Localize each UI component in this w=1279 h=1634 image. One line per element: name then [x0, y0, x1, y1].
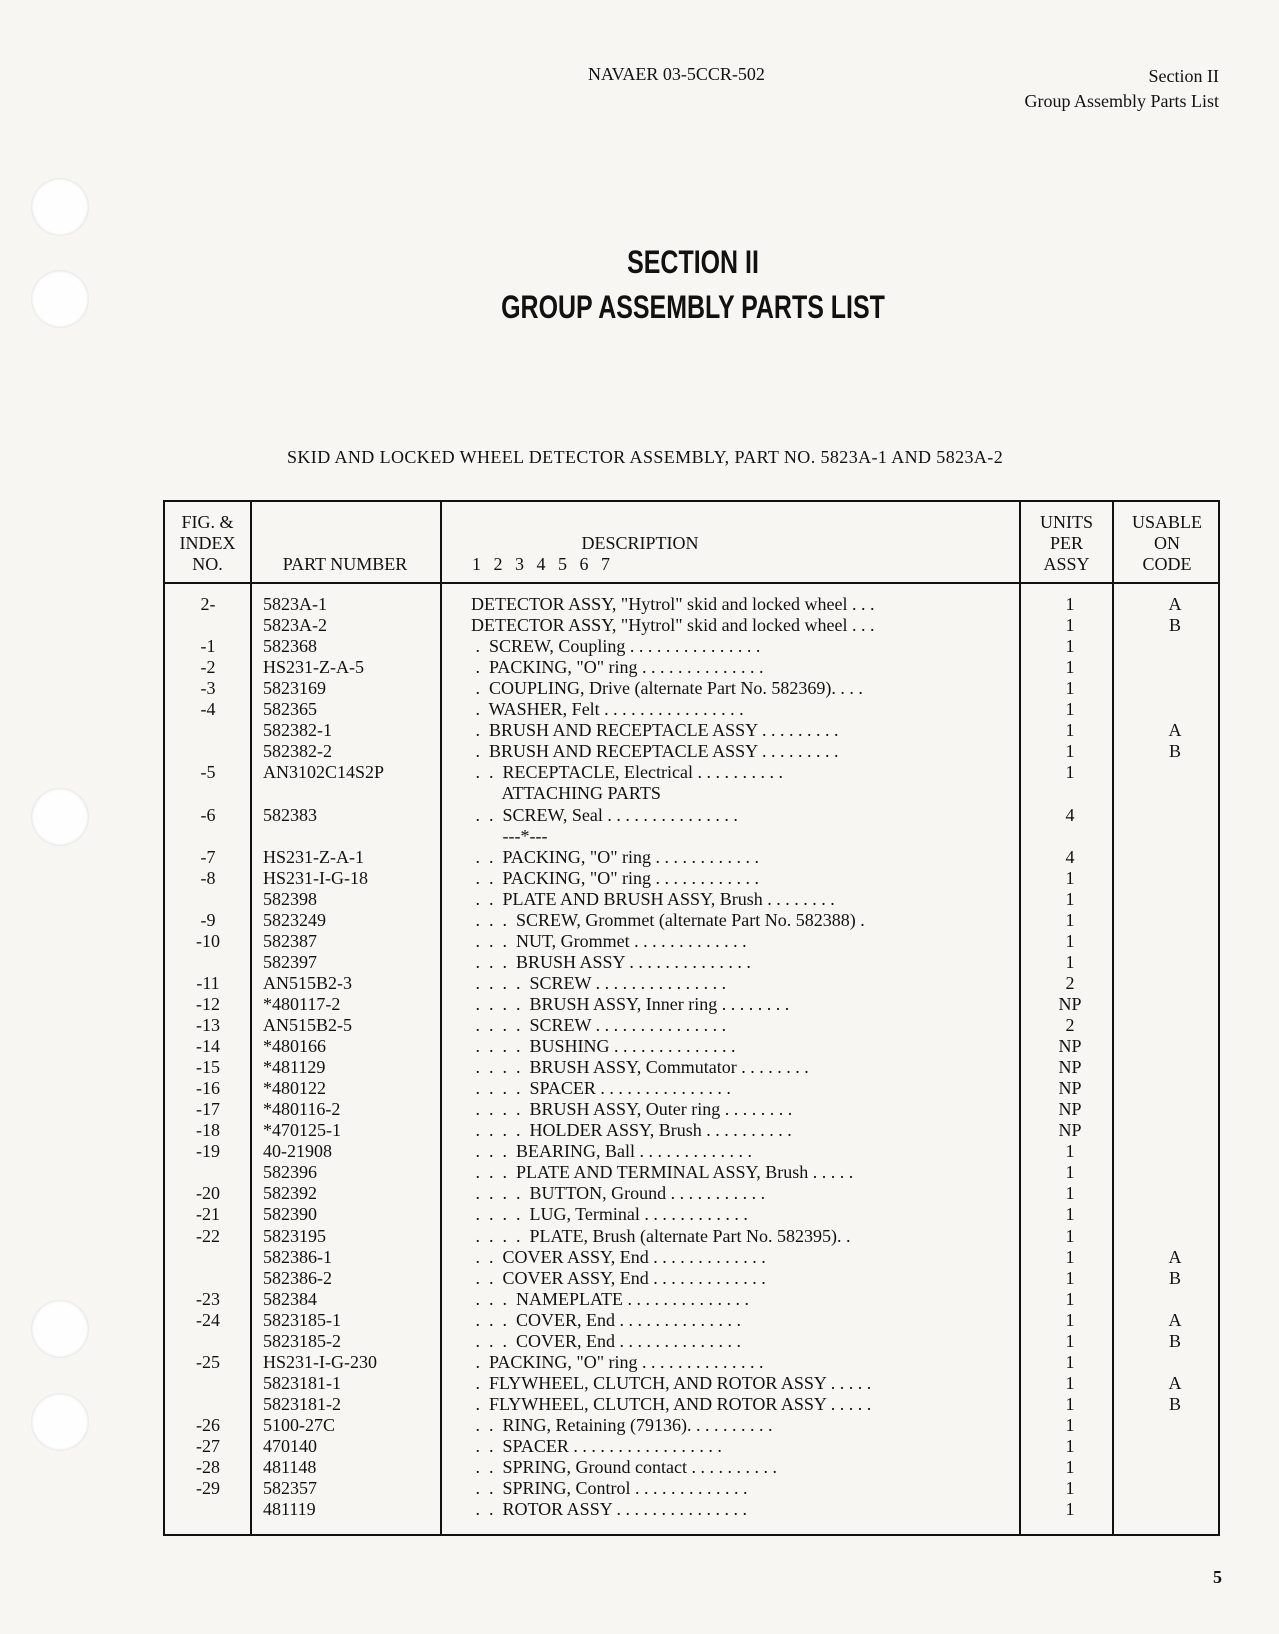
description-cell: . . SPACER . . . . . . . . . . . . . . . . .	[471, 1436, 722, 1456]
part-number-cell: HS231-I-G-18	[263, 867, 368, 888]
description-cell: . . ROTOR ASSY . . . . . . . . . . . . . . .	[471, 1499, 748, 1520]
usable-code-cell: B	[1168, 1330, 1181, 1351]
units-cell: 1	[1065, 1309, 1075, 1330]
description-cell: . . . BEARING, Ball . . . . . . . . . . . . .	[471, 1141, 752, 1162]
description-cell: DETECTOR ASSY, "Hytrol" skid and locked wheel . . .	[471, 594, 875, 614]
units-cell: 1	[1065, 1351, 1075, 1372]
units-cell: NP	[1058, 1120, 1082, 1141]
description-cell: . . . COVER, End . . . . . . . . . . . . . .	[471, 1309, 741, 1330]
index-cell: -18	[196, 1120, 220, 1141]
description-cell: . BRUSH AND RECEPTACLE ASSY . . . . . . . . .	[471, 720, 839, 741]
header-divider	[165, 582, 1218, 584]
table-row	[165, 1373, 1218, 1394]
part-number-cell: *480116-2	[263, 1099, 341, 1120]
table-row	[165, 678, 1218, 699]
part-number-cell: 5823181-1	[263, 1372, 341, 1393]
units-cell: 1	[1065, 762, 1075, 783]
units-cell: 2	[1065, 972, 1075, 993]
description-cell: . PACKING, "O" ring . . . . . . . . . . . . . .	[471, 1351, 764, 1372]
part-number-cell: AN515B2-5	[263, 1015, 352, 1035]
table-row	[165, 952, 1218, 973]
description-cell: . . . PLATE AND TERMINAL ASSY, Brush . . . . .	[471, 1162, 854, 1183]
units-cell: 1	[1065, 1204, 1075, 1225]
table-row	[165, 1499, 1218, 1520]
part-number-cell: *470125-1	[263, 1120, 341, 1141]
table-row	[165, 1394, 1218, 1415]
units-cell: 1	[1065, 1499, 1075, 1520]
part-number-cell: 481119	[263, 1499, 316, 1520]
part-number-cell: 5823181-2	[263, 1393, 341, 1414]
index-cell: -8	[200, 867, 216, 888]
units-cell: NP	[1058, 1057, 1082, 1078]
table-row	[165, 1457, 1218, 1478]
usable-code-cell: B	[1168, 615, 1181, 636]
part-number-cell: 582365	[263, 699, 317, 720]
units-cell: 4	[1065, 804, 1075, 825]
usable-code-cell: B	[1168, 741, 1181, 762]
usable-code-cell: A	[1168, 720, 1182, 741]
units-cell: 1	[1065, 594, 1075, 614]
index-cell: -1	[200, 636, 216, 657]
table-row	[165, 699, 1218, 720]
part-number-cell: 582384	[263, 1288, 317, 1309]
table-row	[165, 1099, 1218, 1120]
description-cell: . . PLATE AND BRUSH ASSY, Brush . . . . . . . .	[471, 888, 835, 909]
index-cell: -22	[196, 1225, 220, 1246]
index-cell: -21	[196, 1204, 220, 1225]
description-cell: DETECTOR ASSY, "Hytrol" skid and locked wheel . . .	[471, 615, 875, 636]
description-cell: . . . . BRUSH ASSY, Commutator . . . . . . . .	[471, 1057, 809, 1078]
header-usable-on-code: USABLE ON CODE	[1131, 512, 1202, 574]
part-number-cell: 582382-1	[263, 720, 332, 741]
description-cell: . . . NAMEPLATE . . . . . . . . . . . . . .	[471, 1288, 749, 1309]
part-number-cell: 582398	[263, 888, 317, 909]
table-row	[165, 910, 1218, 931]
part-number-cell: 582397	[263, 951, 317, 972]
units-cell: 1	[1065, 720, 1075, 741]
units-cell: 1	[1065, 741, 1075, 762]
part-number-cell: 5823169	[263, 678, 326, 699]
index-cell: -16	[196, 1078, 220, 1099]
part-number-cell: 582396	[263, 1162, 317, 1183]
description-cell: . . COVER ASSY, End . . . . . . . . . . . . .	[471, 1267, 766, 1288]
part-number-cell: 582386-1	[263, 1246, 332, 1267]
part-number-cell: AN515B2-3	[263, 972, 352, 993]
index-cell: -12	[196, 993, 220, 1014]
table-row	[165, 1436, 1218, 1457]
index-cell: -29	[196, 1478, 220, 1499]
description-cell: ---*---	[471, 825, 548, 846]
units-cell: 1	[1065, 930, 1075, 951]
units-cell: 1	[1065, 1141, 1075, 1162]
units-cell: NP	[1058, 1078, 1082, 1099]
table-row	[165, 931, 1218, 952]
units-cell: 1	[1065, 1393, 1075, 1414]
table-row	[165, 657, 1218, 678]
running-header	[1024, 64, 1219, 114]
usable-code-cell: A	[1168, 1246, 1182, 1267]
part-number-cell: AN3102C14S2P	[263, 762, 385, 783]
punch-hole	[31, 178, 89, 236]
part-number-cell: *480117-2	[263, 993, 341, 1014]
description-cell: . . . . BUTTON, Ground . . . . . . . . . . .	[471, 1183, 766, 1204]
table-row	[165, 1204, 1218, 1225]
part-number-cell: 40-21908	[263, 1141, 332, 1162]
index-cell: -7	[200, 846, 216, 867]
description-cell: . . . BRUSH ASSY . . . . . . . . . . . . . .	[471, 951, 751, 972]
index-cell: -26	[196, 1414, 220, 1435]
description-cell: . . SCREW, Seal . . . . . . . . . . . . . . .	[471, 804, 738, 825]
description-cell: . . PACKING, "O" ring . . . . . . . . . . . .	[471, 846, 760, 867]
part-number-cell: HS231-Z-A-1	[263, 846, 364, 867]
usable-code-cell: A	[1168, 1309, 1182, 1330]
part-number-cell: 5823A-2	[263, 615, 327, 636]
description-cell: ATTACHING PARTS	[471, 783, 661, 804]
units-cell: 1	[1065, 1457, 1075, 1478]
description-cell: . . . . LUG, Terminal . . . . . . . . . . . .	[471, 1204, 748, 1225]
index-cell: -20	[196, 1183, 220, 1204]
part-number-cell: 582390	[263, 1204, 317, 1225]
description-cell: . SCREW, Coupling . . . . . . . . . . . . . . .	[471, 636, 761, 657]
part-number-cell: 582382-2	[263, 741, 332, 762]
units-cell: 1	[1065, 1225, 1075, 1246]
units-cell: 1	[1065, 699, 1075, 720]
header-units-per-assy: UNITS PER ASSY	[1040, 512, 1093, 574]
index-cell: -5	[200, 762, 216, 783]
table-row	[165, 1247, 1218, 1268]
part-number-cell: 582387	[263, 930, 317, 951]
usable-code-cell: B	[1168, 1267, 1181, 1288]
description-cell: . . . SCREW, Grommet (alternate Part No. 582388) .	[471, 909, 865, 930]
part-number-cell: 582383	[263, 804, 317, 825]
description-cell: . . . NUT, Grommet . . . . . . . . . . . . .	[471, 930, 747, 951]
units-cell: 1	[1065, 636, 1075, 657]
description-cell: . . . . SCREW . . . . . . . . . . . . . . .	[471, 972, 727, 993]
part-number-cell: HS231-Z-A-5	[263, 657, 364, 678]
table-row	[165, 1268, 1218, 1289]
section-subtitle: Group Assembly Parts List	[1024, 91, 1219, 111]
table-row	[165, 1141, 1218, 1162]
units-cell: 2	[1065, 1015, 1075, 1035]
part-number-cell: 5100-27C	[263, 1414, 335, 1435]
title-line-1: SECTION II	[627, 244, 759, 280]
description-cell: . BRUSH AND RECEPTACLE ASSY . . . . . . . . .	[471, 741, 839, 762]
part-number-cell: HS231-I-G-230	[263, 1351, 377, 1372]
punch-hole	[31, 1393, 89, 1451]
units-cell: 1	[1065, 1436, 1075, 1456]
units-cell: 1	[1065, 867, 1075, 888]
parts-table	[163, 500, 1220, 1536]
units-cell: NP	[1058, 1036, 1082, 1057]
units-cell: 1	[1065, 1183, 1075, 1204]
index-cell: -14	[196, 1036, 220, 1057]
table-row	[165, 1120, 1218, 1141]
table-row	[165, 1015, 1218, 1036]
title-line-2: GROUP ASSEMBLY PARTS LIST	[501, 289, 885, 325]
table-row	[165, 1331, 1218, 1352]
units-cell: 1	[1065, 1267, 1075, 1288]
units-cell: 1	[1065, 678, 1075, 699]
units-cell: 1	[1065, 1330, 1075, 1351]
table-row	[165, 1226, 1218, 1247]
assembly-title: SKID AND LOCKED WHEEL DETECTOR ASSEMBLY, PART NO. 5823A-1 AND 5823A-2	[287, 447, 1004, 467]
header-description: DESCRIPTION 1 2 3 4 5 6 7	[472, 533, 699, 574]
page-number: 5	[1213, 1567, 1222, 1587]
table-row	[165, 1036, 1218, 1057]
part-number-cell: 5823A-1	[263, 594, 327, 614]
part-number-cell: 582386-2	[263, 1267, 332, 1288]
index-cell: -4	[200, 699, 216, 720]
description-cell: . FLYWHEEL, CLUTCH, AND ROTOR ASSY . . . . .	[471, 1393, 872, 1414]
description-cell: . . . . HOLDER ASSY, Brush . . . . . . . . . .	[471, 1120, 792, 1141]
index-cell: -28	[196, 1457, 220, 1478]
table-row	[165, 1478, 1218, 1499]
table-row	[165, 889, 1218, 910]
section-label: Section II	[1148, 66, 1219, 86]
header-part-number: PART NUMBER	[282, 554, 408, 574]
description-cell: . . . . PLATE, Brush (alternate Part No. 582395). .	[471, 1225, 851, 1246]
units-cell: 1	[1065, 1162, 1075, 1183]
table-row	[165, 741, 1218, 762]
units-cell: NP	[1058, 993, 1082, 1014]
index-cell: -6	[200, 804, 216, 825]
description-cell: . WASHER, Felt . . . . . . . . . . . . . . . .	[471, 699, 744, 720]
units-cell: 1	[1065, 888, 1075, 909]
table-row	[165, 783, 1218, 804]
description-cell: . . . . BRUSH ASSY, Inner ring . . . . . . . .	[471, 993, 790, 1014]
index-cell: -11	[196, 972, 220, 993]
index-cell: -25	[196, 1351, 220, 1372]
part-number-cell: 582357	[263, 1478, 317, 1499]
index-cell: -10	[196, 930, 220, 951]
units-cell: 4	[1065, 846, 1075, 867]
part-number-cell: 5823185-1	[263, 1309, 341, 1330]
description-cell: . . . . BUSHING . . . . . . . . . . . . . .	[471, 1036, 736, 1057]
usable-code-cell: A	[1168, 1372, 1182, 1393]
table-row	[165, 847, 1218, 868]
units-cell: 1	[1065, 951, 1075, 972]
table-row	[165, 762, 1218, 783]
description-cell: . . SPRING, Ground contact . . . . . . . . . .	[471, 1457, 777, 1478]
units-cell: 1	[1065, 1372, 1075, 1393]
index-cell: -15	[196, 1057, 220, 1078]
punch-hole	[31, 270, 89, 328]
description-cell: . COUPLING, Drive (alternate Part No. 582369). . . .	[471, 678, 863, 699]
part-number-cell: *480166	[263, 1036, 326, 1057]
table-row	[165, 868, 1218, 889]
description-cell: . . RING, Retaining (79136). . . . . . . . . .	[471, 1414, 773, 1435]
description-cell: . . . . SCREW . . . . . . . . . . . . . . .	[471, 1015, 727, 1035]
part-number-cell: *480122	[263, 1078, 326, 1099]
table-row	[165, 1289, 1218, 1310]
document-number: NAVAER 03-5CCR-502	[588, 64, 765, 84]
part-number-cell: *481129	[263, 1057, 326, 1078]
description-cell: . . . . BRUSH ASSY, Outer ring . . . . . . . .	[471, 1099, 793, 1120]
units-cell: 1	[1065, 615, 1075, 636]
part-number-cell: 5823195	[263, 1225, 326, 1246]
index-cell: -2	[200, 657, 216, 678]
part-number-cell: 481148	[263, 1457, 317, 1478]
description-cell: . . . . SPACER . . . . . . . . . . . . . . .	[471, 1078, 731, 1099]
usable-code-cell: A	[1168, 594, 1182, 614]
units-cell: 1	[1065, 1288, 1075, 1309]
index-cell: -17	[196, 1099, 220, 1120]
part-number-cell: 5823249	[263, 909, 326, 930]
units-cell: NP	[1058, 1099, 1082, 1120]
table-row	[165, 1310, 1218, 1331]
description-cell: . PACKING, "O" ring . . . . . . . . . . . . . .	[471, 657, 764, 678]
units-cell: 1	[1065, 1478, 1075, 1499]
table-row	[165, 1183, 1218, 1204]
index-cell: -3	[200, 678, 216, 699]
units-cell: 1	[1065, 657, 1075, 678]
table-row	[165, 636, 1218, 657]
table-row	[165, 720, 1218, 741]
punch-hole	[31, 788, 89, 846]
table-row	[165, 994, 1218, 1015]
header-index: FIG. & INDEX NO.	[179, 512, 236, 574]
description-cell: . . SPRING, Control . . . . . . . . . . . . .	[471, 1478, 748, 1499]
part-number-cell: 582368	[263, 636, 317, 657]
description-cell: . . PACKING, "O" ring . . . . . . . . . . . .	[471, 867, 760, 888]
description-cell: . FLYWHEEL, CLUTCH, AND ROTOR ASSY . . . . .	[471, 1372, 872, 1393]
table-row	[165, 1352, 1218, 1373]
index-cell: -9	[200, 909, 216, 930]
units-cell: 1	[1065, 1246, 1075, 1267]
part-number-cell: 470140	[263, 1436, 317, 1456]
units-cell: 1	[1065, 909, 1075, 930]
table-row	[165, 594, 1218, 615]
description-cell: . . RECEPTACLE, Electrical . . . . . . . . . .	[471, 762, 784, 783]
table-row	[165, 1057, 1218, 1078]
index-cell: -23	[196, 1288, 220, 1309]
index-cell: -19	[196, 1141, 220, 1162]
index-cell: -13	[196, 1015, 220, 1035]
description-cell: . . . COVER, End . . . . . . . . . . . . . .	[471, 1330, 741, 1351]
part-number-cell: 582392	[263, 1183, 317, 1204]
table-row	[165, 805, 1218, 826]
description-cell: . . COVER ASSY, End . . . . . . . . . . . . .	[471, 1246, 766, 1267]
index-cell: 2-	[200, 594, 216, 614]
usable-code-cell: B	[1168, 1393, 1181, 1414]
page-title	[152, 240, 1233, 330]
table-row	[165, 1078, 1218, 1099]
units-cell: 1	[1065, 1414, 1075, 1435]
table-row	[165, 1415, 1218, 1436]
index-cell: -27	[196, 1436, 220, 1456]
table-row	[165, 826, 1218, 847]
part-number-cell: 5823185-2	[263, 1330, 341, 1351]
punch-hole	[31, 1300, 89, 1358]
index-cell: -24	[196, 1309, 220, 1330]
table-row	[165, 973, 1218, 994]
table-row	[165, 615, 1218, 636]
table-row	[165, 1162, 1218, 1183]
